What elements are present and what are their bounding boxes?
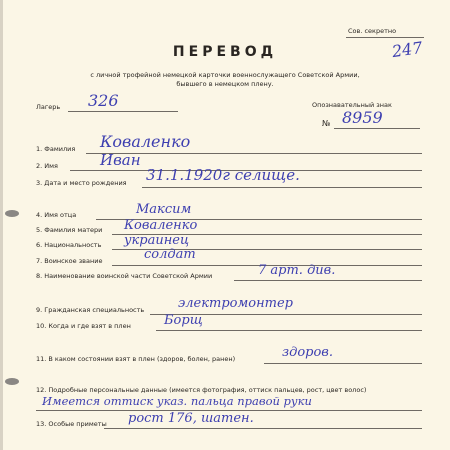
- classification-stamp: Сов. секретно: [348, 27, 397, 35]
- classification-underline: [346, 37, 424, 38]
- document-title: ПЕРЕВОД: [172, 44, 278, 60]
- field-value-unit: 7 арт. див.: [258, 263, 336, 278]
- field-value-marks: рост 176, шатен.: [128, 411, 254, 426]
- id-tag-value: 8959: [342, 108, 383, 127]
- id-tag-label: Опознавательный знак: [312, 101, 392, 109]
- field-value-mother: Коваленко: [124, 218, 198, 233]
- field-label-personal-data: 12. Подробные персональные данные (имеется фотография, оттиск пальцев, рост, цвет волос): [36, 386, 367, 394]
- subtitle-line-2: бывшего в немецком плену.: [176, 80, 274, 88]
- field-label-rank: 7. Воинское звание: [36, 257, 103, 265]
- field-value-condition: здоров.: [282, 345, 334, 360]
- field-label-birth: 3. Дата и место рождения: [36, 179, 127, 187]
- field-underline: [104, 428, 422, 429]
- punch-hole: [5, 210, 19, 217]
- field-value-surname: Коваленко: [100, 132, 191, 151]
- camp-label: Лагерь: [36, 103, 61, 111]
- id-tag-number-sign: №: [322, 119, 331, 128]
- field-label-marks: 13. Особые приметы: [36, 420, 107, 428]
- handwritten-number: 247: [390, 37, 424, 62]
- field-value-name: Иван: [100, 151, 141, 169]
- field-value-personal-data: Имеется оттиск указ. пальца правой руки: [42, 394, 312, 408]
- field-label-father: 4. Имя отца: [36, 211, 77, 219]
- field-value-nationality: украинец: [124, 233, 190, 248]
- field-label-nationality: 6. Национальность: [36, 241, 102, 249]
- field-value-father: Максим: [136, 202, 192, 217]
- field-label-unit: 8. Наименование воинской части Советской Армии: [36, 272, 213, 280]
- page-edge: [0, 0, 3, 450]
- camp-value: 326: [88, 91, 119, 110]
- field-value-rank: солдат: [144, 247, 196, 262]
- field-underline: [234, 280, 422, 281]
- subtitle-line-1: с личной трофейной немецкой карточки военнослужащего Советской Армии,: [90, 71, 360, 79]
- field-label-name: 2. Имя: [36, 162, 58, 170]
- field-underline: [264, 363, 422, 364]
- field-label-mother: 5. Фамилия матери: [36, 226, 103, 234]
- punch-hole: [5, 378, 19, 385]
- field-value-profession: электромонтер: [178, 296, 294, 311]
- field-label-surname: 1. Фамилия: [36, 145, 76, 153]
- field-value-birth: 31.1.1920г селище.: [146, 166, 300, 184]
- field-label-condition: 11. В каком состоянии взят в плен (здоров, болен, ранен): [36, 355, 236, 363]
- field-label-captured: 10. Когда и где взят в плен: [36, 322, 131, 330]
- field-underline: [156, 330, 422, 331]
- field-underline: [142, 187, 422, 188]
- id-tag-underline: [334, 128, 420, 129]
- field-label-profession: 9. Гражданская специальность: [36, 306, 145, 314]
- field-value-captured: Борщ: [164, 313, 203, 328]
- camp-underline: [68, 111, 178, 112]
